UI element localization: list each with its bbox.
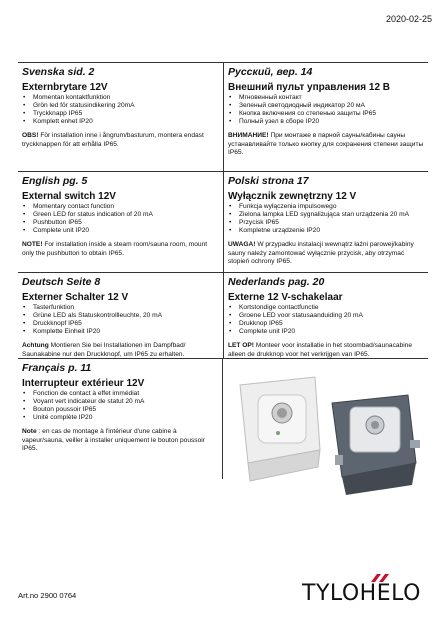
product-photo [220,355,430,505]
section-title: External switch 12V [22,191,116,202]
list-item: • Fonction de contact à effet immédiat [22,390,218,398]
section-title: Внешний пульт управления 12 В [228,82,391,93]
note-label: Note [22,428,37,436]
feature-list [22,390,218,422]
switch-open-image [332,395,420,495]
logo-part-tylo: TYLO [302,581,360,606]
note-text: W przypadku instalacji wewnątrz łaźni parowej/kabiny sauny należy zamontować wyłącznie przycisk, aby otrzymać stopień ochrony IP65. [228,241,414,265]
list-item: • Мгновенный контакт [228,94,424,102]
list-item: • Tryckknapp IP65 [22,110,219,118]
article-number: Art.no 2900 0764 [18,591,77,600]
list-item: • Momentary contact function [22,203,219,211]
list-item: • Pushbutton IP65 [22,219,219,227]
list-item: • Voyant vert indicateur de statut 20 mA [22,398,218,406]
section-english [18,172,223,272]
section-heading: Русский, вер. 14 [228,66,313,78]
list-item: • Kompletne urządzenie IP20 [228,227,424,235]
list-item: • Drukknop IP65 [228,320,424,328]
list-item: • Полный узел в сборе IP20 [228,118,424,126]
section-svenska [18,63,223,171]
list-item: • Funkcja wyłączenia impulsowego [228,203,424,211]
section-heading: English pg. 5 [22,175,88,187]
list-item: • Groene LED voor statusaanduiding 20 mA [228,312,424,320]
note-label: LET OP! [228,342,255,350]
note-label: Achtung [22,342,49,350]
feature-list [228,94,424,126]
install-note [22,342,219,359]
list-item: • Complete unit IP20 [228,328,424,336]
list-item: • Tasterfunktion [22,304,219,312]
note-label: ВНИМАНИЕ! [228,132,269,140]
feature-list [22,94,219,126]
feature-list [22,304,219,336]
list-item: • Grön led för statusindikering 20mA [22,102,219,110]
section-title: Externbrytare 12V [22,82,108,93]
list-item: • Zielona lampka LED sygnalizująca stan urządzenia 20 mA [228,211,424,219]
note-label: UWAGA! [228,241,256,249]
list-item: • Kortstondige contactfunctie [228,304,424,312]
section-heading: Deutsch Seite 8 [22,276,101,288]
feature-list [228,304,424,336]
list-item: • Momentan kontaktfunktion [22,94,219,102]
list-item: • Кнопка включения со степенью защиты IP65 [228,110,424,118]
list-item: • Grüne LED als Statuskontrollleuchte, 20 mA [22,312,219,320]
note-text: При монтаже в парной сауны/кабины сауны устанавливайте только кнопку для сохранения степени защиты IP65. [228,132,424,156]
list-item: • Komplette Einheit IP20 [22,328,219,336]
install-note [228,241,424,266]
section-title: Externe 12 V-schakelaar [228,292,343,303]
note-label: NOTE! [22,241,43,249]
list-item: • Unité complète IP20 [22,414,218,422]
install-note [22,132,219,149]
list-item: • Przycisk IP65 [228,219,424,227]
section-title: Interrupteur extérieur 12V [22,378,145,389]
note-text: For installation inside a steam room/sauna room, mount only the pushbutton to obtain IP65. [22,241,208,257]
note-label: OBS! [22,132,39,140]
feature-list [228,203,424,235]
section-francais [18,359,223,479]
list-item: • Komplett enhet IP20 [22,118,219,126]
section-title: Externer Schalter 12 V [22,292,129,303]
section-russian [223,63,428,171]
section-heading: Nederlands pag. 20 [228,276,325,288]
logo-part-helo: HELO [359,581,421,606]
feature-list [22,203,219,235]
tylohelo-logo [302,581,421,606]
section-nederlands [223,273,428,358]
list-item: • Зеленый светодиодный индикатор 20 мА [228,102,424,110]
list-item: • Complete unit IP20 [22,227,219,235]
install-note [22,428,218,453]
document-date: 2020-02-25 [385,14,432,24]
note-text: Monteer voor installatie in het stoombad/saunacabine alleen de drukknop voor het verkrijgen van IP65. [228,342,412,358]
install-note [228,132,424,157]
logo-accent-icon [369,574,397,582]
section-deutsch [18,273,223,358]
note-text: : en cas de montage à l'intérieur d'une cabine à vapeur/sauna, veiller à installer uniquement le bouton poussoir IP65. [22,428,205,452]
note-text: Montieren Sie bei Installationen im Dampfbad/ Saunakabine nur den Druckknopf, um IP65 zu erhalten. [22,342,186,358]
list-item: • Bouton poussoir IP65 [22,406,218,414]
list-item: • Green LED for status indication of 20 mA [22,211,219,219]
section-polski [223,172,428,272]
section-title: Wyłącznik zewnętrzny 12 V [228,191,357,202]
section-heading: Svenska sid. 2 [22,66,95,78]
install-note [22,241,219,258]
list-item: • Druckknopf IP65 [22,320,219,328]
section-heading: Français p. 11 [22,362,92,374]
note-text: För installation inne i ångrum/basturum, montera endast tryckknappen för att erhålla IP65. [22,132,204,148]
switch-front-image [240,377,320,481]
section-heading: Polski strona 17 [228,175,309,187]
